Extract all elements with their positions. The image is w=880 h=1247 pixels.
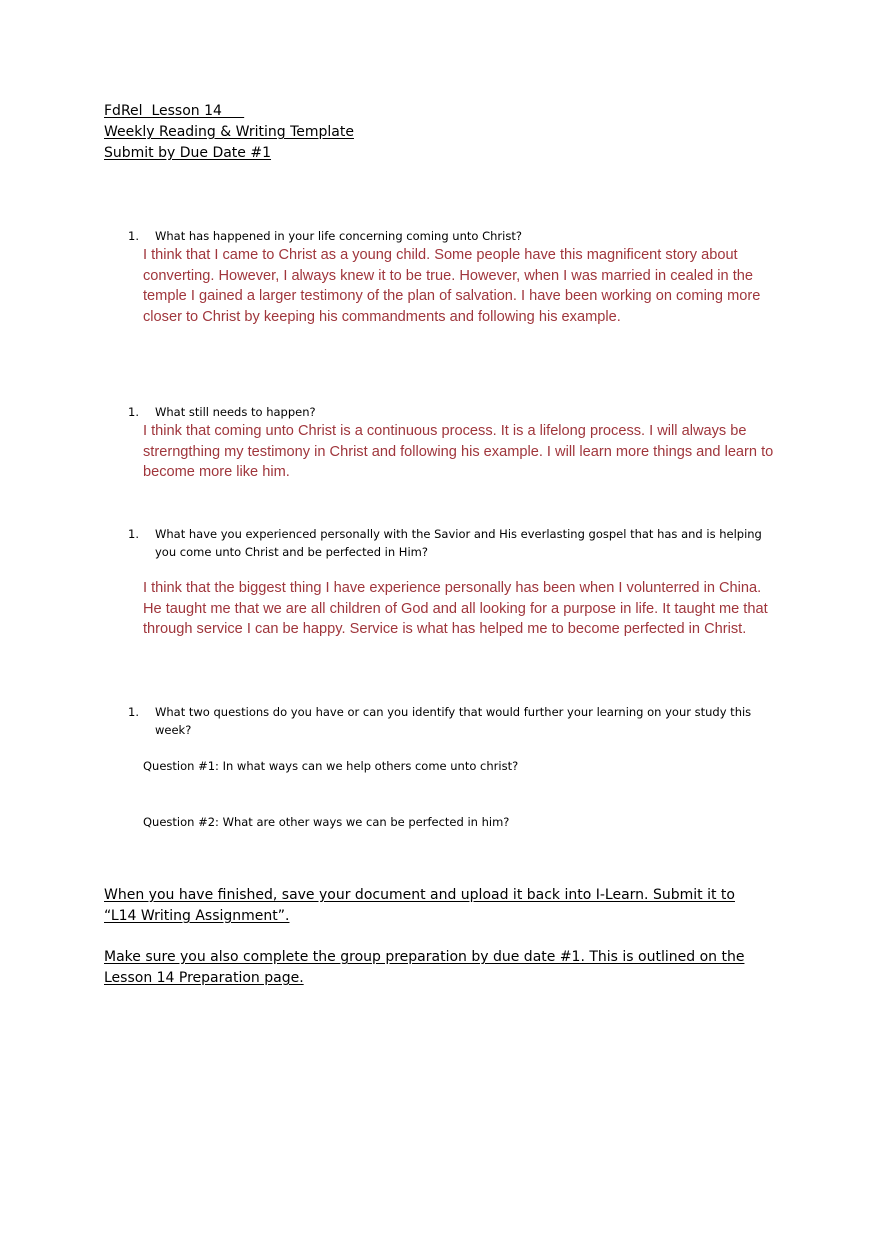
- group-instructions: Make sure you also complete the group preparation by due date #1. This is outlined on the Lesson 14 Preparation page.: [104, 949, 745, 986]
- study-question-2: Question #2: What are other ways we can be perfected in him?: [143, 815, 510, 829]
- question-prompt: What have you experienced personally with the Savior and His everlasting gospel that has and is helping you come unto Christ and be perfected in Him?: [155, 527, 762, 559]
- question-block-1: [128, 227, 778, 327]
- finish-instructions: When you have finished, save your document and upload it back into I-Learn. Submit it to “L14 Writing Assignment”.: [104, 887, 735, 924]
- question-block-3: [128, 525, 778, 640]
- question-prompt: What still needs to happen?: [155, 405, 316, 419]
- question-number: 1.: [128, 705, 139, 719]
- question-number: 1.: [128, 527, 139, 541]
- template-title: Weekly Reading & Writing Template: [104, 124, 354, 140]
- course-title: FdRel Lesson 14: [104, 103, 245, 119]
- question-number: 1.: [128, 229, 139, 243]
- submit-note: Submit by Due Date #1: [104, 145, 272, 161]
- answer-text: I think that the biggest thing I have experience personally has been when I volunterred in China. He taught me that we are all children of God and all looking for a purpose in life. It taught me that through service I can be happy. Service is what has helped me to become perfected in Christ.: [143, 580, 768, 638]
- document-header: [104, 101, 354, 164]
- question-number: 1.: [128, 405, 139, 419]
- question-block-2: [128, 403, 778, 483]
- study-question-1: Question #1: In what ways can we help others come unto christ?: [143, 759, 519, 773]
- question-prompt: What has happened in your life concerning coming unto Christ?: [155, 229, 522, 243]
- question-prompt: What two questions do you have or can you identify that would further your learning on your study this week?: [155, 705, 752, 737]
- answer-text: I think that I came to Christ as a young child. Some people have this magnificent story about converting. However, I always knew it to be true. However, when I was married in cealed in the temple I gained a larger testimony of the plan of salvation. I have been working on coming more closer to Christ by keeping his commandments and following his example.: [143, 247, 761, 325]
- answer-text: I think that coming unto Christ is a continuous process. It is a lifelong process. I will always be strerngthing my testimony in Christ and following his example. I will learn more things and learn to become more like him.: [143, 423, 774, 481]
- question-block-4: [128, 703, 778, 739]
